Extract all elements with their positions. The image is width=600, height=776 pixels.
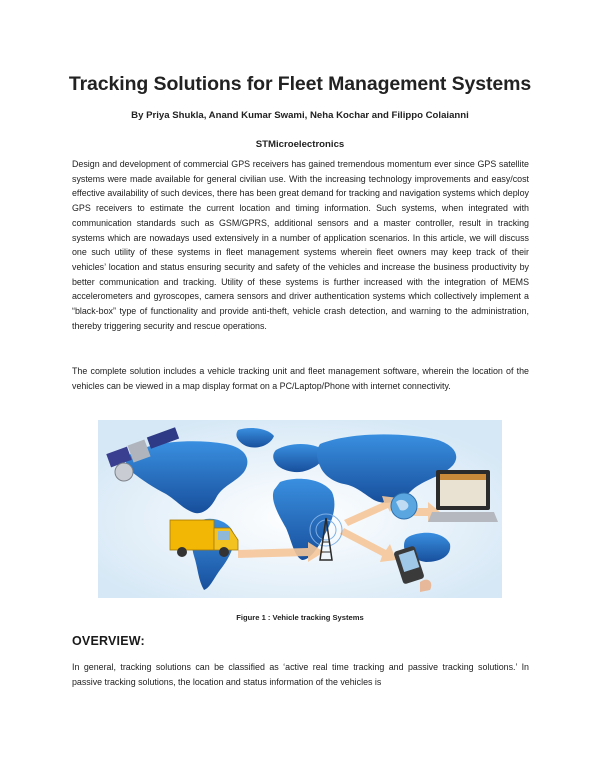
globe-icon xyxy=(391,493,417,519)
figure-illustration xyxy=(98,420,502,598)
solution-paragraph: The complete solution includes a vehicle tracking unit and fleet management software, wherein the location of the vehicles can be viewed in a map display format on a PC/Laptop/Phone with internet connectivity. xyxy=(72,366,529,391)
section-heading-overview: OVERVIEW: xyxy=(72,634,145,648)
paper-title: Tracking Solutions for Fleet Management Systems xyxy=(68,73,532,95)
laptop-icon xyxy=(428,470,498,522)
intro-paragraph: Design and development of commercial GPS receivers has gained tremendous momentum ever since GPS satellite systems were made available for general civilian use. With the increasing technology improvements and easy/cost effective availability of such devices, there has been great demand for tracking and navigation systems which deploy GPS receivers to estimate the current location and timing information. Such systems, when integrated with communication standards such as GSM/GPRS, additional sensors and a master controller, result in tracking systems which are nowadays used extensively in a number of application scenarios. In this article, we will discuss one such utility of these systems in fleet management systems wherein fleet owners may keep track of their vehicles’ location and status ensuring security and safety of the vehicles and increase the business productivity by better communication and tracking. Utility of these systems is further increased with the integration of MEMS accelerometers and gyroscopes, camera sensors and driver authentication systems which collectively implement a “black-box” type of functionality and provide anti-theft, vehicle crash detection, and warning to the administration, thereby triggering security and rescue operations. xyxy=(72,159,529,331)
paper-affiliation: STMicroelectronics xyxy=(255,139,345,150)
figure-caption: Figure 1 : Vehicle tracking Systems xyxy=(236,613,364,622)
vehicle-tracking-figure xyxy=(98,420,502,598)
overview-paragraph: In general, tracking solutions can be classified as ‘active real time tracking and passive tracking solutions.’ In passive tracking solutions, the location and status information of the vehicles is xyxy=(72,662,529,687)
paper-authors: By Priya Shukla, Anand Kumar Swami, Neha Kochar and Filippo Colaianni xyxy=(131,110,469,121)
